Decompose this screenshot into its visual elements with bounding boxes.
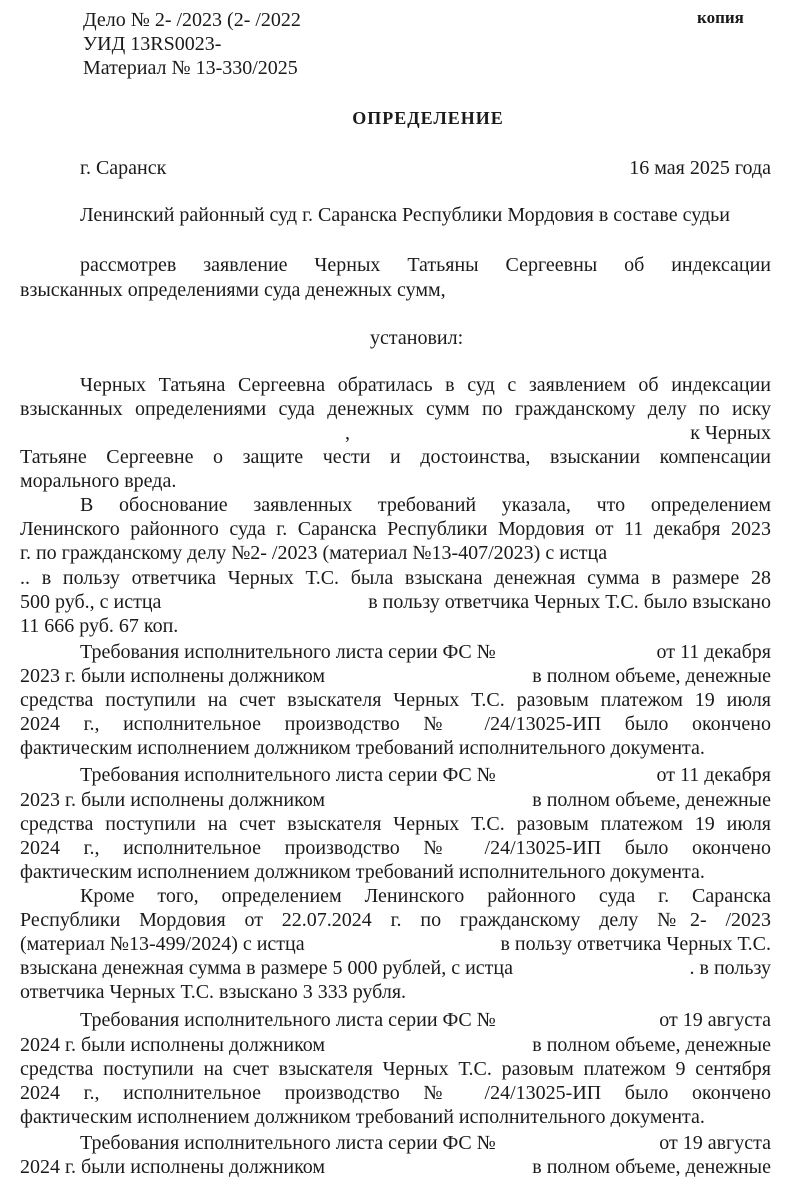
text-line (20, 788, 771, 812)
text-segment: 2023 г. были исполнены должником (20, 789, 326, 811)
text-segment: Требования исполнительного листа серии ФС № (80, 764, 496, 786)
text-line (20, 956, 771, 980)
text-line (20, 1155, 771, 1179)
text-line: фактическим исполнением должником требований исполнительного документа. (20, 861, 705, 883)
text-line: 2024 г., исполнительное производство № /24/13025-ИП было окончено (20, 837, 771, 859)
place: г. Саранск (80, 157, 167, 179)
text-segment: Требования исполнительного листа серии ФС № (80, 1132, 496, 1154)
text-line (80, 1131, 771, 1155)
text-segment: от 11 декабря (656, 764, 771, 786)
court-line: Ленинский районный суд г. Саранска Республики Мордовия в составе судьи (80, 204, 730, 226)
copy-label: копия (697, 8, 744, 27)
text-segment: Требования исполнительного листа серии ФС № (80, 641, 496, 663)
text-segment: в полном объеме, денежные (532, 1156, 771, 1178)
text-line: средства поступили на счет взыскателя Черных Т.С. разовым платежом 19 июля (20, 813, 771, 835)
text-segment: в полном объеме, денежные (532, 789, 771, 811)
established-heading: установил: (370, 327, 464, 349)
text-segment: , (345, 422, 350, 444)
text-line: 2024 г., исполнительное производство № /24/13025-ИП было окончено (20, 1082, 771, 1104)
text-segment: к Черных (690, 422, 771, 444)
material-number: Материал № 13-330/2025 (83, 57, 298, 79)
text-segment: 500 руб., с истца (20, 591, 162, 613)
text-line: фактическим исполнением должником требований исполнительного документа. (20, 737, 705, 759)
text-segment: 2024 г. были исполнены должником (20, 1034, 326, 1056)
text-segment: взыскана денежная сумма в размере 5 000 рублей, с истца (20, 957, 513, 979)
text-line: взысканных определениями суда денежных сумм по гражданскому делу по иску (20, 398, 771, 420)
text-segment: . в пользу (689, 957, 771, 979)
text-line (80, 1008, 771, 1032)
text-segment: от 11 декабря (656, 641, 771, 663)
place-date-line (80, 156, 771, 180)
text-segment: 2023 г. были исполнены должником (20, 665, 326, 687)
text-line (20, 590, 771, 614)
text-line: 11 666 руб. 67 коп. (20, 615, 179, 637)
case-number: Дело № 2- /2023 (2- /2022 (83, 9, 301, 31)
text-line: В обоснование заявленных требований указала, что определением (80, 494, 771, 516)
considering-line: взысканных определениями суда денежных сумм, (20, 279, 446, 301)
date: 16 мая 2025 года (629, 157, 771, 179)
text-line (80, 640, 771, 664)
text-line: морального вреда. (20, 470, 177, 492)
text-line: Ленинского районного суда г. Саранска Республики Мордовия от 11 декабря 2023 (20, 518, 771, 540)
uid: УИД 13RS0023- (83, 33, 222, 55)
considering-line: рассмотрев заявление Черных Татьяны Сергеевны об индексации (80, 254, 771, 276)
text-segment: Требования исполнительного листа серии ФС № (80, 1009, 496, 1031)
text-line: Республики Мордовия от 22.07.2024 г. по гражданскому делу №2- /2023 (20, 909, 771, 931)
text-line: средства поступили на счет взыскателя Черных Т.С. разовым платежом 9 сентября (20, 1058, 771, 1080)
text-line: средства поступили на счет взыскателя Черных Т.С. разовым платежом 19 июля (20, 689, 771, 711)
text-segment: от 19 августа (659, 1132, 771, 1154)
text-segment: от 19 августа (659, 1009, 771, 1031)
text-line: г. по гражданскому делу №2- /2023 (материал №13-407/2023) с истца (20, 542, 608, 564)
document-title: ОПРЕДЕЛЕНИЕ (352, 108, 504, 128)
text-line (20, 1033, 771, 1057)
text-segment: 2024 г. были исполнены должником (20, 1156, 326, 1178)
text-line: фактическим исполнением должником требований исполнительного документа. (20, 1106, 705, 1128)
text-line: Кроме того, определением Ленинского районного суда г. Саранска (80, 885, 771, 907)
text-segment: в полном объеме, денежные (532, 665, 771, 687)
text-segment: в пользу ответчика Черных Т.С. было взыскано (368, 591, 771, 613)
text-line: .. в пользу ответчика Черных Т.С. была взыскана денежная сумма в размере 28 (20, 567, 771, 589)
text-line: 2024 г., исполнительное производство № /24/13025-ИП было окончено (20, 713, 771, 735)
text-segment: в пользу ответчика Черных Т.С. (500, 933, 771, 955)
text-line: ответчика Черных Т.С. взыскано 3 333 рубля. (20, 981, 407, 1003)
text-line: Татьяне Сергеевне о защите чести и достоинства, взыскании компенсации (20, 446, 771, 468)
text-segment: в полном объеме, денежные (532, 1034, 771, 1056)
text-line (20, 932, 771, 956)
text-line (80, 763, 771, 787)
text-line: Черных Татьяна Сергеевна обратилась в суд с заявлением об индексации (80, 374, 771, 396)
text-line (20, 664, 771, 688)
text-segment: (материал №13-499/2024) с истца (20, 933, 305, 955)
